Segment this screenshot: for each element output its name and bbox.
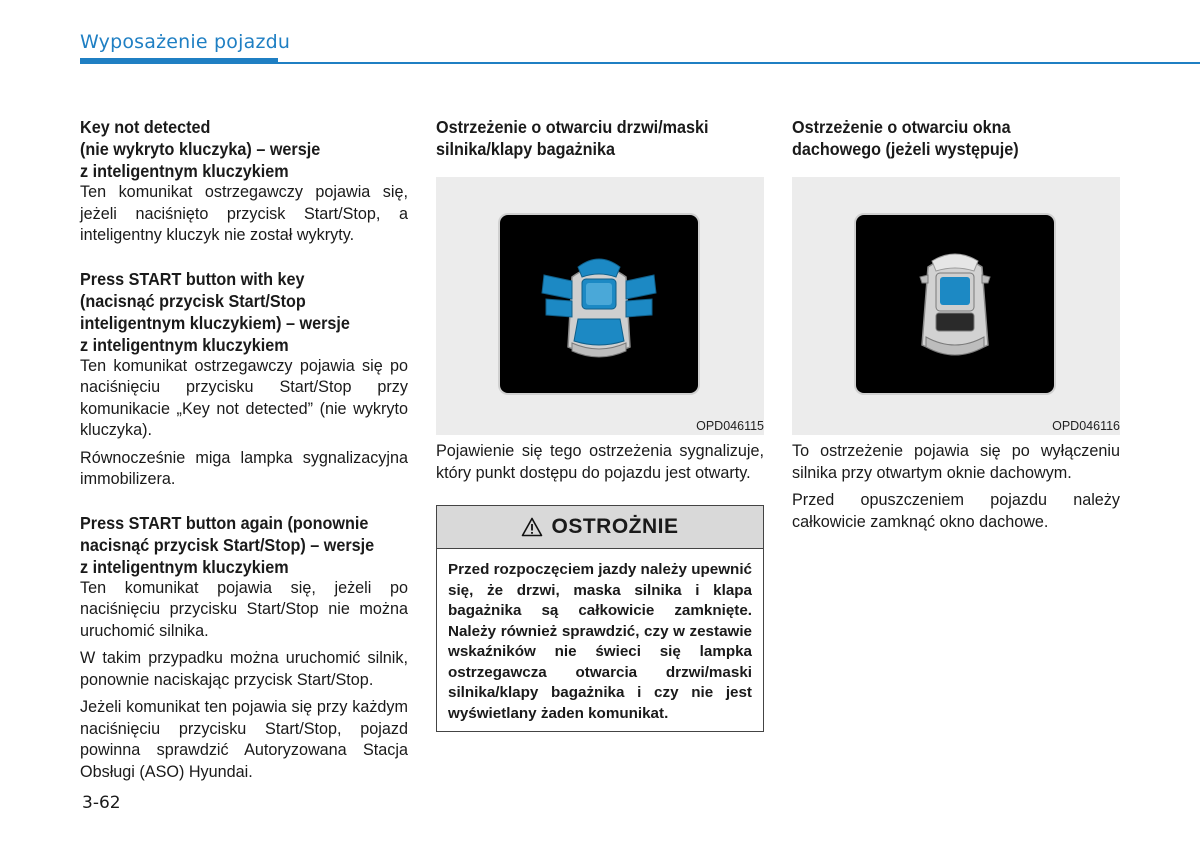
- column-left: [80, 116, 408, 783]
- heading-door-open-warning: Ostrzeżenie o otwarciu drzwi/maski silnika/klapy bagażnika: [436, 117, 709, 159]
- column-middle-text: [436, 441, 764, 484]
- column-right-text: [792, 441, 1120, 533]
- figure-door-open: [436, 177, 764, 435]
- caution-text: Przed rozpoczęciem jazdy należy upewnić się, że drzwi, maska silnika i klapa bagażnika są całkowicie zamknięte. Należy również sprawdzić, czy w zestawie wskaźników nie świeci się lampka ostrzegawcza otwarcia drzwi/maski silnika/klapy bagażnika i czy nie jest wyświetlany żaden komunikat.: [448, 561, 752, 722]
- heading-press-start-again: Press START button again (ponownie nacisnąć przycisk Start/Stop) – wersje z inteligentnym kluczykiem: [80, 512, 375, 577]
- column-right: [792, 116, 1120, 160]
- caution-box: [436, 505, 764, 732]
- car-sunroof-open-icon: [856, 215, 1054, 393]
- figure-sunroof-open: [792, 177, 1120, 435]
- cluster-display: [856, 215, 1054, 393]
- paragraph: Ten komunikat ostrzegawczy pojawia się po naciśnięciu przycisku Start/Stop przy komunikacie „Key not detected” (nie wykryto kluczyka).: [80, 356, 408, 439]
- heading-press-start-with-key: Press START button with key (nacisnąć przycisk Start/Stop inteligentnym kluczykiem) – wersje z inteligentnym kluczykiem: [80, 268, 350, 355]
- column-middle: [436, 116, 764, 160]
- caution-title: OSTROŻNIE: [551, 515, 679, 538]
- heading-sunroof-warning: Ostrzeżenie o otwarciu okna dachowego (jeżeli występuje): [792, 117, 1019, 159]
- paragraph: To ostrzeżenie pojawia się po wyłączeniu silnika przy otwartym oknie dachowym.: [792, 442, 1120, 482]
- paragraph: Ten komunikat pojawia się, jeżeli po naciśnięciu przycisku Start/Stop nie można uruchomić silnika.: [80, 578, 408, 640]
- paragraph: Równocześnie miga lampka sygnalizacyjna immobilizera.: [80, 448, 408, 488]
- car-doors-open-icon: [500, 215, 698, 393]
- figure-code: OPD046116: [1052, 419, 1120, 433]
- paragraph: Jeżeli komunikat ten pojawia się przy każdym naciśnięciu przycisku Start/Stop, pojazd powinna sprawdzić Autoryzowana Stacja Obsługi (ASO) Hyundai.: [80, 698, 408, 781]
- caution-header: [437, 506, 763, 549]
- page-number: 3-62: [82, 793, 121, 813]
- heading-key-not-detected: Key not detected (nie wykryto kluczyka) – wersje z inteligentnym kluczykiem: [80, 117, 321, 181]
- header-rule: [80, 62, 1200, 64]
- figure-code: OPD046115: [696, 419, 764, 433]
- paragraph: Pojawienie się tego ostrzeżenia sygnalizuje, który punkt dostępu do pojazdu jest otwarty.: [436, 442, 764, 482]
- cluster-display: [500, 215, 698, 393]
- paragraph: Przed opuszczeniem pojazdu należy całkowicie zamknąć okno dachowe.: [792, 491, 1120, 531]
- paragraph: Ten komunikat ostrzegawczy pojawia się, jeżeli naciśnięto przycisk Start/Stop, a inteligentny kluczyk nie został wykryty.: [80, 183, 408, 244]
- paragraph: W takim przypadku można uruchomić silnik, ponownie naciskając przycisk Start/Stop.: [80, 649, 408, 689]
- section-title: Wyposażenie pojazdu: [80, 31, 291, 53]
- warning-triangle-icon: [521, 517, 543, 537]
